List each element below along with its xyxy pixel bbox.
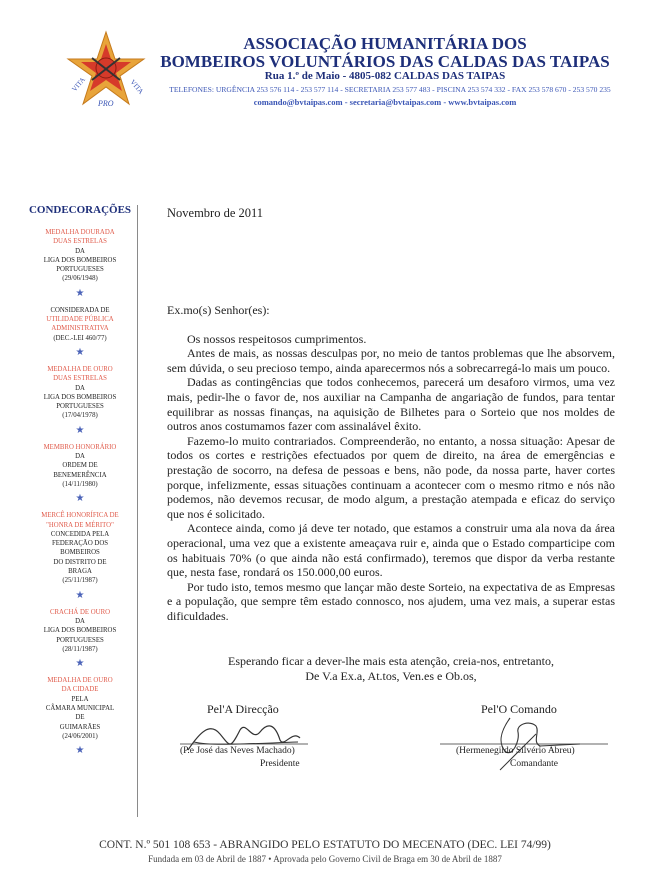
award-detail-line: PELA bbox=[71, 695, 89, 703]
signature-right-title: Pel'O Comando bbox=[481, 702, 557, 716]
letter-date: Novembro de 2011 bbox=[167, 206, 264, 220]
award-title-line: MEDALHA DE OURO bbox=[47, 677, 113, 685]
closing-line2: De V.a Ex.a, At.tos, Ven.es e Ob.os, bbox=[305, 669, 477, 683]
award-detail-line: DO DISTRITO DE bbox=[53, 558, 107, 566]
award-detail-line: (29/06/1948) bbox=[62, 275, 98, 283]
award-entry bbox=[28, 676, 132, 756]
org-name-line1: ASSOCIAÇÃO HUMANITÁRIA DOS bbox=[243, 34, 527, 53]
signature-left-title: Pel'A Direcção bbox=[207, 702, 279, 716]
awards-sidebar bbox=[28, 228, 132, 763]
award-title-line: ADMINISTRATIVA bbox=[51, 325, 109, 333]
award-detail-line: DA bbox=[75, 384, 85, 392]
closing-line1: Esperando ficar a dever-lhe mais esta atenção, creia-nos, entretanto, bbox=[228, 654, 554, 668]
award-title-line: MERCÊ HONORÍFICA DE bbox=[41, 512, 119, 520]
award-detail-line: DA bbox=[75, 453, 85, 461]
award-title-line: MEDALHA DE OURO bbox=[47, 365, 113, 373]
award-detail-line: LIGA DOS BOMBEIROS bbox=[43, 256, 117, 264]
star-icon: ★ bbox=[75, 658, 85, 670]
letter-salutation: Ex.mo(s) Senhor(es): bbox=[167, 303, 270, 317]
award-detail-line: LIGA DOS BOMBEIROS bbox=[43, 393, 117, 401]
letter-paragraph: Antes de mais, as nossas desculpas por, no meio de tantos problemas que lhe absorvem, sem dúvida, o seu precioso tempo, ainda aparecermos nós a sobrecarregá-lo mais um pouco. bbox=[167, 346, 615, 375]
logo-text-right: VITA bbox=[128, 78, 145, 96]
award-detail-line: PORTUGUESES bbox=[56, 266, 104, 274]
letter-closing bbox=[167, 654, 615, 684]
award-detail-line: PORTUGUESES bbox=[56, 636, 104, 644]
award-title-line: DA CIDADE bbox=[61, 686, 99, 694]
award-detail-line: (DEC.-LEI 460/77) bbox=[53, 334, 107, 342]
star-icon: ★ bbox=[75, 745, 85, 757]
star-icon: ★ bbox=[75, 589, 85, 601]
logo-text-bottom: PRO bbox=[98, 99, 114, 108]
award-title-line: MEMBRO HONORÁRIO bbox=[43, 443, 117, 451]
letter-paragraph: Por tudo isto, temos mesmo que lançar mão deste Sorteio, na expectativa de as Empresas e a população, que sempre têm estado connosco, nos ajudem, uma vez mais, a superar estas dificuldades. bbox=[167, 579, 615, 623]
award-detail-line: BENEMERÊNCIA bbox=[53, 471, 107, 479]
star-icon: ★ bbox=[75, 287, 85, 299]
letter-paragraph: Fazemo-lo muito contrariados. Compreenderão, no entanto, a nossa situação: Apesar de todos os cortes e restrições efectuados por quem de direito, na área de emergências e prestação de socorro, na defesa de pessoas e bens, não pode, da nossa parte, haver cortes porque, infelizmente, essas situações continuam a acontecer com o mesmo ritmo e nós não podemos, não devemos recusar, de modo algum, a prestação atempada e eficaz do serviço que nos é solicitado. bbox=[167, 433, 615, 521]
award-title-line: UTILIDADE PÚBLICA bbox=[46, 316, 114, 324]
org-name-line2: BOMBEIROS VOLUNTÁRIOS DAS CALDAS DAS TAIPAS bbox=[160, 52, 610, 71]
award-entry bbox=[28, 365, 132, 436]
award-title-line: MEDALHA DOURADA bbox=[45, 229, 115, 236]
award-detail-line: (24/06/2001) bbox=[62, 732, 98, 740]
award-detail-line: DA bbox=[75, 617, 85, 625]
award-detail-line: CONCEDIDA PELA bbox=[50, 530, 110, 538]
award-detail-line: ORDEM DE bbox=[62, 462, 98, 470]
award-title-line: DUAS ESTRELAS bbox=[53, 238, 107, 246]
award-title-line: DUAS ESTRELAS bbox=[53, 375, 107, 383]
association-logo bbox=[62, 30, 150, 110]
signature-right-role: Comandante bbox=[510, 759, 559, 769]
award-entry bbox=[28, 306, 132, 358]
award-detail-line: (17/04/1978) bbox=[62, 412, 98, 420]
org-address: Rua 1.º de Maio - 4805-082 CALDAS DAS TAIPAS bbox=[264, 70, 506, 82]
award-title-line: CRACHÁ DE OURO bbox=[49, 608, 111, 616]
award-detail-line: (14/11/1980) bbox=[62, 480, 98, 488]
logo-text-left: VITA bbox=[70, 75, 87, 94]
signature-right-name: (Hermenegildo Silvério Abreu) bbox=[456, 746, 575, 756]
star-icon: ★ bbox=[75, 346, 85, 358]
signature-left-role: Presidente bbox=[260, 759, 300, 769]
footer-foundation: Fundada em 03 de Abril de 1887 • Aprovada pelo Governo Civil de Braga em 30 de Abril de 1887 bbox=[148, 854, 502, 864]
org-emails: comando@bvtaipas.com - secretaria@bvtaipas.com - www.bvtaipas.com bbox=[253, 97, 517, 107]
signature-left-name: (P.e José das Neves Machado) bbox=[180, 746, 295, 756]
award-detail-line: BRAGA bbox=[68, 568, 92, 576]
sidebar-title: CONDECORAÇÕES bbox=[28, 204, 132, 216]
award-detail-line: CONSIDERADA DE bbox=[50, 306, 110, 314]
letter-paragraph: Acontece ainda, como já deve ter notado, que estamos a construir uma ala nova da área operacional, uma vez que a existente ameaçava ruir e, ainda que o Estado comparticipe com os habituais 70% (o que ainda não está confirmado), teremos que dispor da verba restante que, nesta fase, rondará os 150.000,00 euros. bbox=[167, 521, 615, 580]
sidebar-divider bbox=[137, 205, 138, 817]
award-detail-line: (28/11/1987) bbox=[62, 645, 98, 653]
org-phones: TELEFONES: URGÊNCIA 253 576 114 - 253 577 114 - SECRETARIA 253 577 483 - PISCINA 253 574 332 - FAX 253 578 670 - 253 570 235 bbox=[169, 85, 611, 94]
award-detail-line: FEDERAÇÃO DOS bbox=[51, 540, 109, 548]
award-detail-line: LIGA DOS BOMBEIROS bbox=[43, 627, 117, 635]
award-detail-line: GUIMARÃES bbox=[59, 723, 101, 731]
award-detail-line: CÂMARA MUNICIPAL bbox=[45, 704, 115, 712]
award-detail-line: DA bbox=[75, 247, 85, 255]
star-icon: ★ bbox=[75, 424, 85, 436]
letter-paragraph: Dadas as contingências que todos conhecemos, parecerá um desaforo virmos, uma vez mais, pedir-lhe o favor de, nos auxiliar na Campanha de angariação de fundos, para tentar equilibrar as nossas finanças, na aquisição de Bilhetes para o Sorteio que nos moldes de outros anos costumamos fazer com assinalável êxito. bbox=[167, 375, 615, 434]
award-entry bbox=[28, 608, 132, 669]
award-entry bbox=[28, 228, 132, 299]
award-detail-line: BOMBEIROS bbox=[60, 549, 100, 557]
award-detail-line: DE bbox=[75, 714, 85, 722]
award-detail-line: (25/11/1987) bbox=[62, 577, 98, 585]
letter-paragraph: Os nossos respeitosos cumprimentos. bbox=[187, 331, 367, 346]
star-icon: ★ bbox=[75, 493, 85, 505]
award-detail-line: PORTUGUESES bbox=[56, 403, 104, 411]
footer-registration: CONT. N.º 501 108 653 - ABRANGIDO PELO ESTATUTO DO MECENATO (DEC. LEI 74/99) bbox=[99, 839, 551, 851]
award-entry bbox=[28, 511, 132, 600]
award-title-line: "HONRA DE MÉRITO" bbox=[46, 521, 114, 529]
letter-body bbox=[167, 303, 615, 623]
award-entry bbox=[28, 443, 132, 504]
